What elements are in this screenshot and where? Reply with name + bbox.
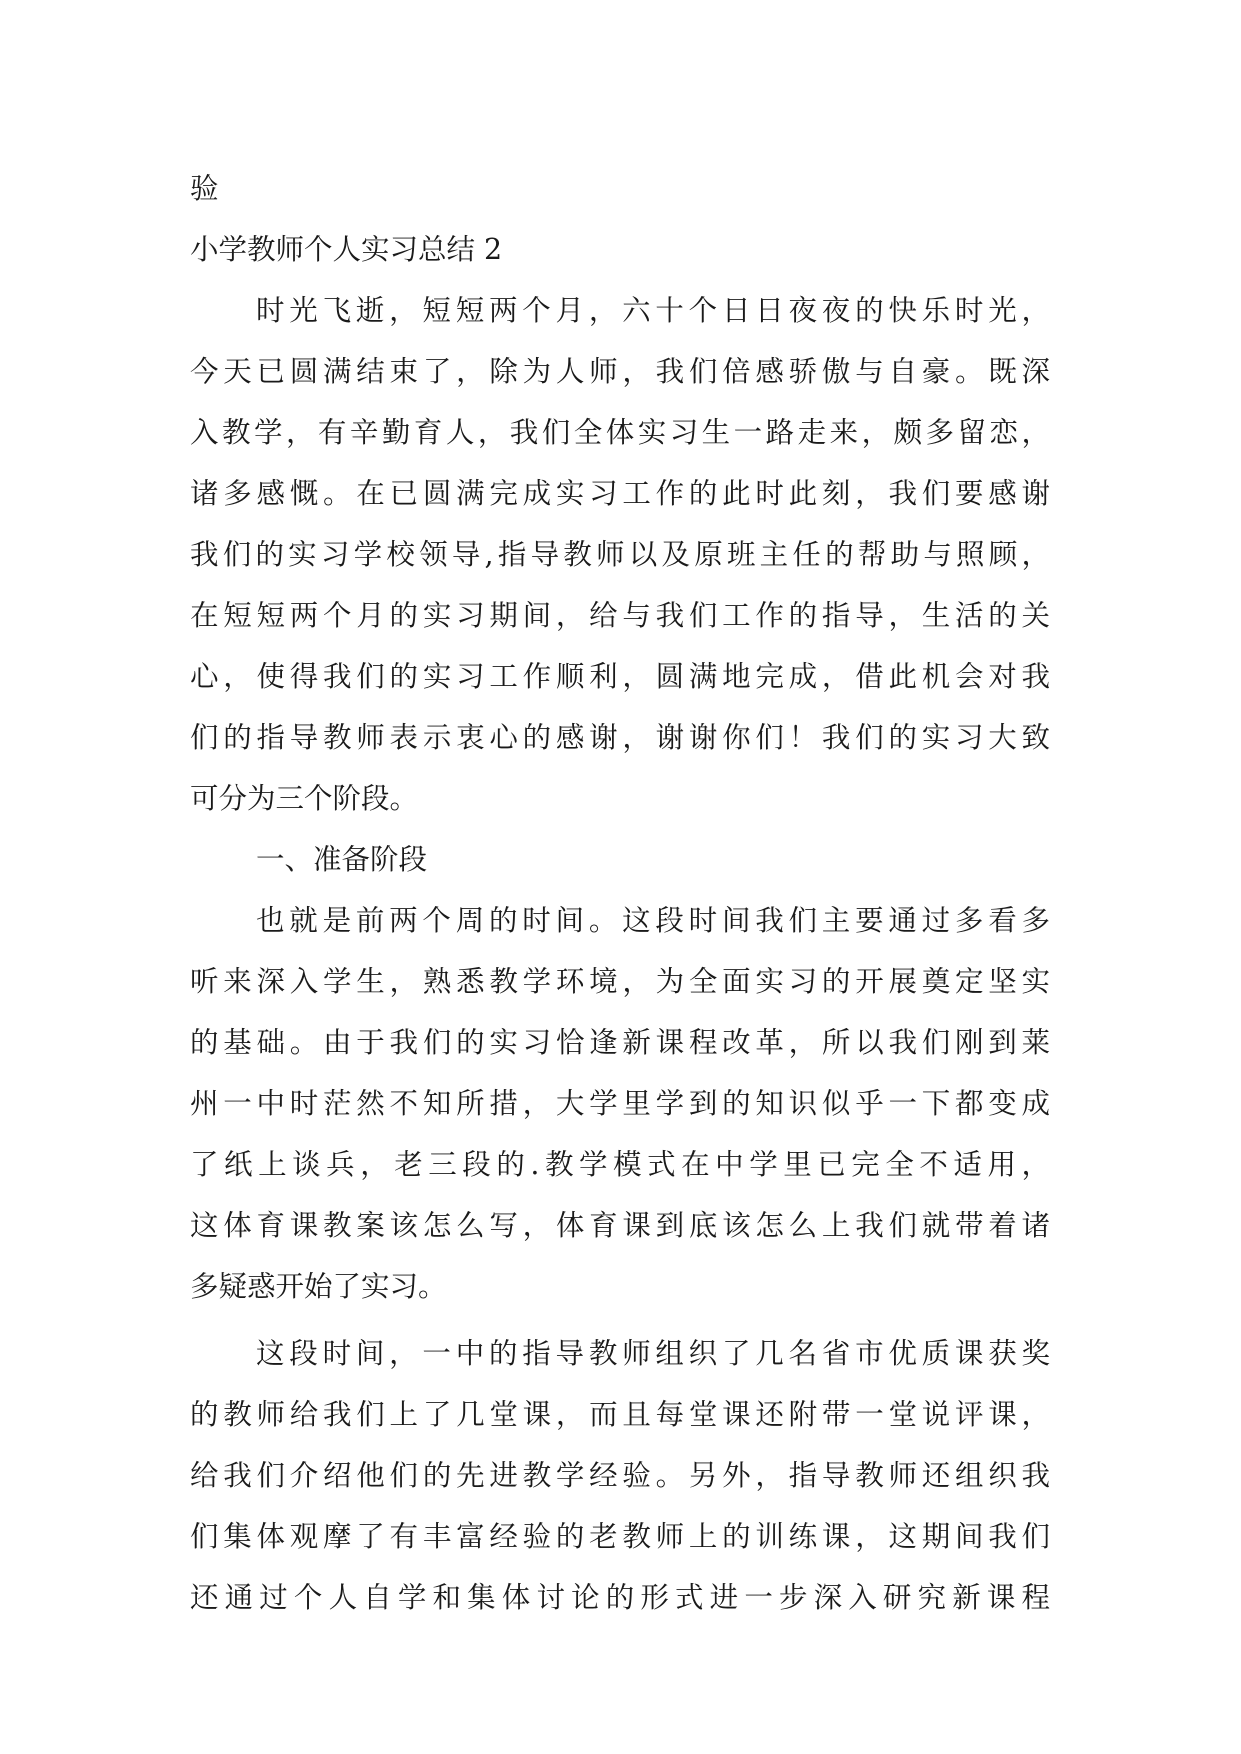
paragraph-line: 入教学，有辛勤育人，我们全体实习生一路走来，颇多留恋， [190,416,1050,449]
paragraph-line: 这段时间，一中的指导教师组织了几名省市优质课获奖 [256,1337,1050,1370]
paragraph-line: 州一中时茫然不知所措，大学里学到的知识似乎一下都变成 [190,1087,1050,1120]
paragraph [190,1323,1050,1628]
paragraph-line: 多疑惑开始了实习。 [190,1270,447,1303]
paragraph-line: 们集体观摩了有丰富经验的老教师上的训练课，这期间我们 [190,1520,1050,1553]
paragraph-line: 还通过个人自学和集体讨论的形式进一步深入研究新课程 [190,1581,1050,1614]
paragraph-line: 这体育课教案该怎么写，体育课到底该怎么上我们就带着诸 [190,1209,1050,1242]
carry-over-text: 验 [190,172,219,205]
paragraph-line: 心，使得我们的实习工作顺利，圆满地完成，借此机会对我 [190,660,1050,693]
paragraph [190,280,1050,829]
paragraph-line: 们的指导教师表示衷心的感谢，谢谢你们！我们的实习大致 [190,721,1050,754]
paragraph-line: 了纸上谈兵，老三段的.教学模式在中学里已完全不适用， [190,1148,1050,1181]
paragraph-line: 听来深入学生，熟悉教学环境，为全面实习的开展奠定坚实 [190,965,1050,998]
paragraph-line: 可分为三个阶段。 [190,782,419,815]
document-body [190,158,1050,1628]
paragraph-line: 也就是前两个周的时间。这段时间我们主要通过多看多 [256,904,1050,937]
document-title: 小学教师个人实习总结 2 [190,233,503,266]
paragraph [190,890,1050,1317]
paragraph-line: 的教师给我们上了几堂课，而且每堂课还附带一堂说评课， [190,1398,1050,1431]
section-heading: 一、准备阶段 [256,843,428,876]
paragraph-line: 在短短两个月的实习期间，给与我们工作的指导，生活的关 [190,599,1050,632]
paragraph-line: 我们的实习学校领导,指导教师以及原班主任的帮助与照顾， [190,538,1050,571]
paragraph-line: 今天已圆满结束了，除为人师，我们倍感骄傲与自豪。既深 [190,355,1050,388]
paragraph-line: 时光飞逝，短短两个月，六十个日日夜夜的快乐时光， [256,294,1050,327]
paragraph-line: 给我们介绍他们的先进教学经验。另外，指导教师还组织我 [190,1459,1050,1492]
paragraph-line: 诸多感慨。在已圆满完成实习工作的此时此刻，我们要感谢 [190,477,1050,510]
paragraph-line: 的基础。由于我们的实习恰逢新课程改革，所以我们刚到莱 [190,1026,1050,1059]
